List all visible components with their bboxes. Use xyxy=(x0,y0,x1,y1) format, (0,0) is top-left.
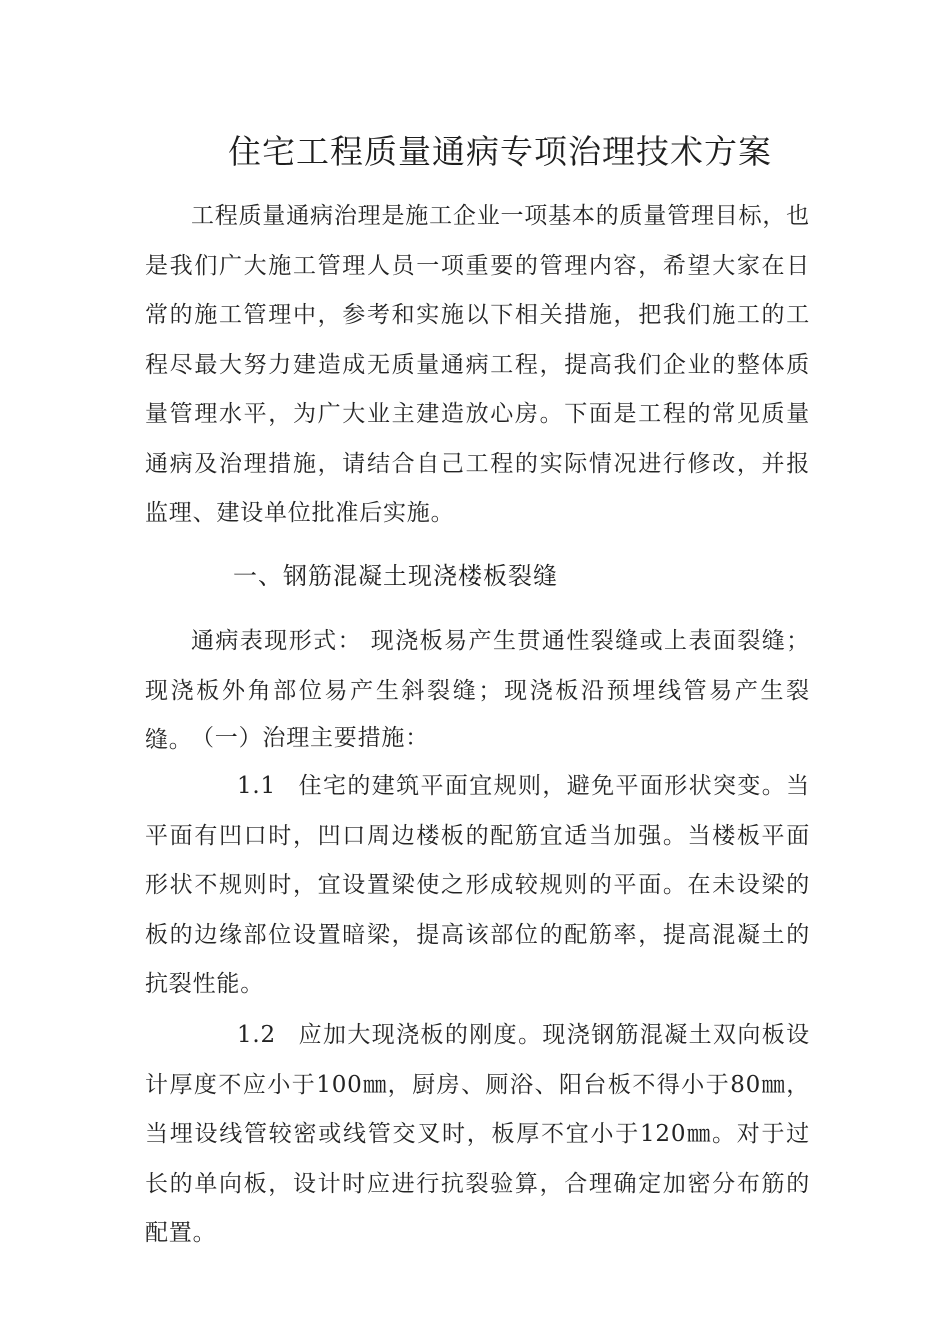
symptom-paragraph: 通病表现形式： 现浇板易产生贯通性裂缝或上表面裂缝；现浇板外角部位易产生斜裂缝；现浇板沿预埋线管易产生裂缝。 xyxy=(145,628,810,753)
document-title: 住宅工程质量通病专项治理技术方案 xyxy=(228,132,772,171)
measures-heading: （一）治理主要措施： xyxy=(191,725,429,751)
measure-item-1-2 xyxy=(145,1011,810,1259)
measure-item-1-1 xyxy=(145,762,810,1010)
measure-text: 住宅的建筑平面宜规则，避免平面形状突变。当平面有凹口时，凹口周边楼板的配筋宜适当加强。当楼板平面形状不规则时，宜设置梁使之形成较规则的平面。在未设梁的板的边缘部位设置暗梁，提高该部位的配筋率，提高混凝土的抗裂性能。 xyxy=(145,773,810,997)
measure-number: 1.2 xyxy=(237,1022,276,1048)
measure-number: 1.1 xyxy=(237,773,276,799)
intro-paragraph: 工程质量通病治理是施工企业一项基本的质量管理目标，也是我们广大施工管理人员一项重要的管理内容，希望大家在日常的施工管理中，参考和实施以下相关措施，把我们施工的工程尽最大努力建造成无质量通病工程，提高我们企业的整体质量管理水平，为广大业主建造放心房。下面是工程的常见质量通病及治理措施，请结合自己工程的实际情况进行修改，并报监理、建设单位批准后实施。 xyxy=(145,203,810,526)
measure-text: 应加大现浇板的刚度。现浇钢筋混凝土双向板设计厚度不应小于100㎜，厨房、厕浴、阳台板不得小于80㎜，当埋设线管较密或线管交叉时，板厚不宜小于120㎜。对于过长的单向板，设计时应进行抗裂验算，合理确定加密分布筋的配置。 xyxy=(145,1022,810,1246)
section-heading: 一、钢筋混凝土现浇楼板裂缝 xyxy=(233,562,558,590)
